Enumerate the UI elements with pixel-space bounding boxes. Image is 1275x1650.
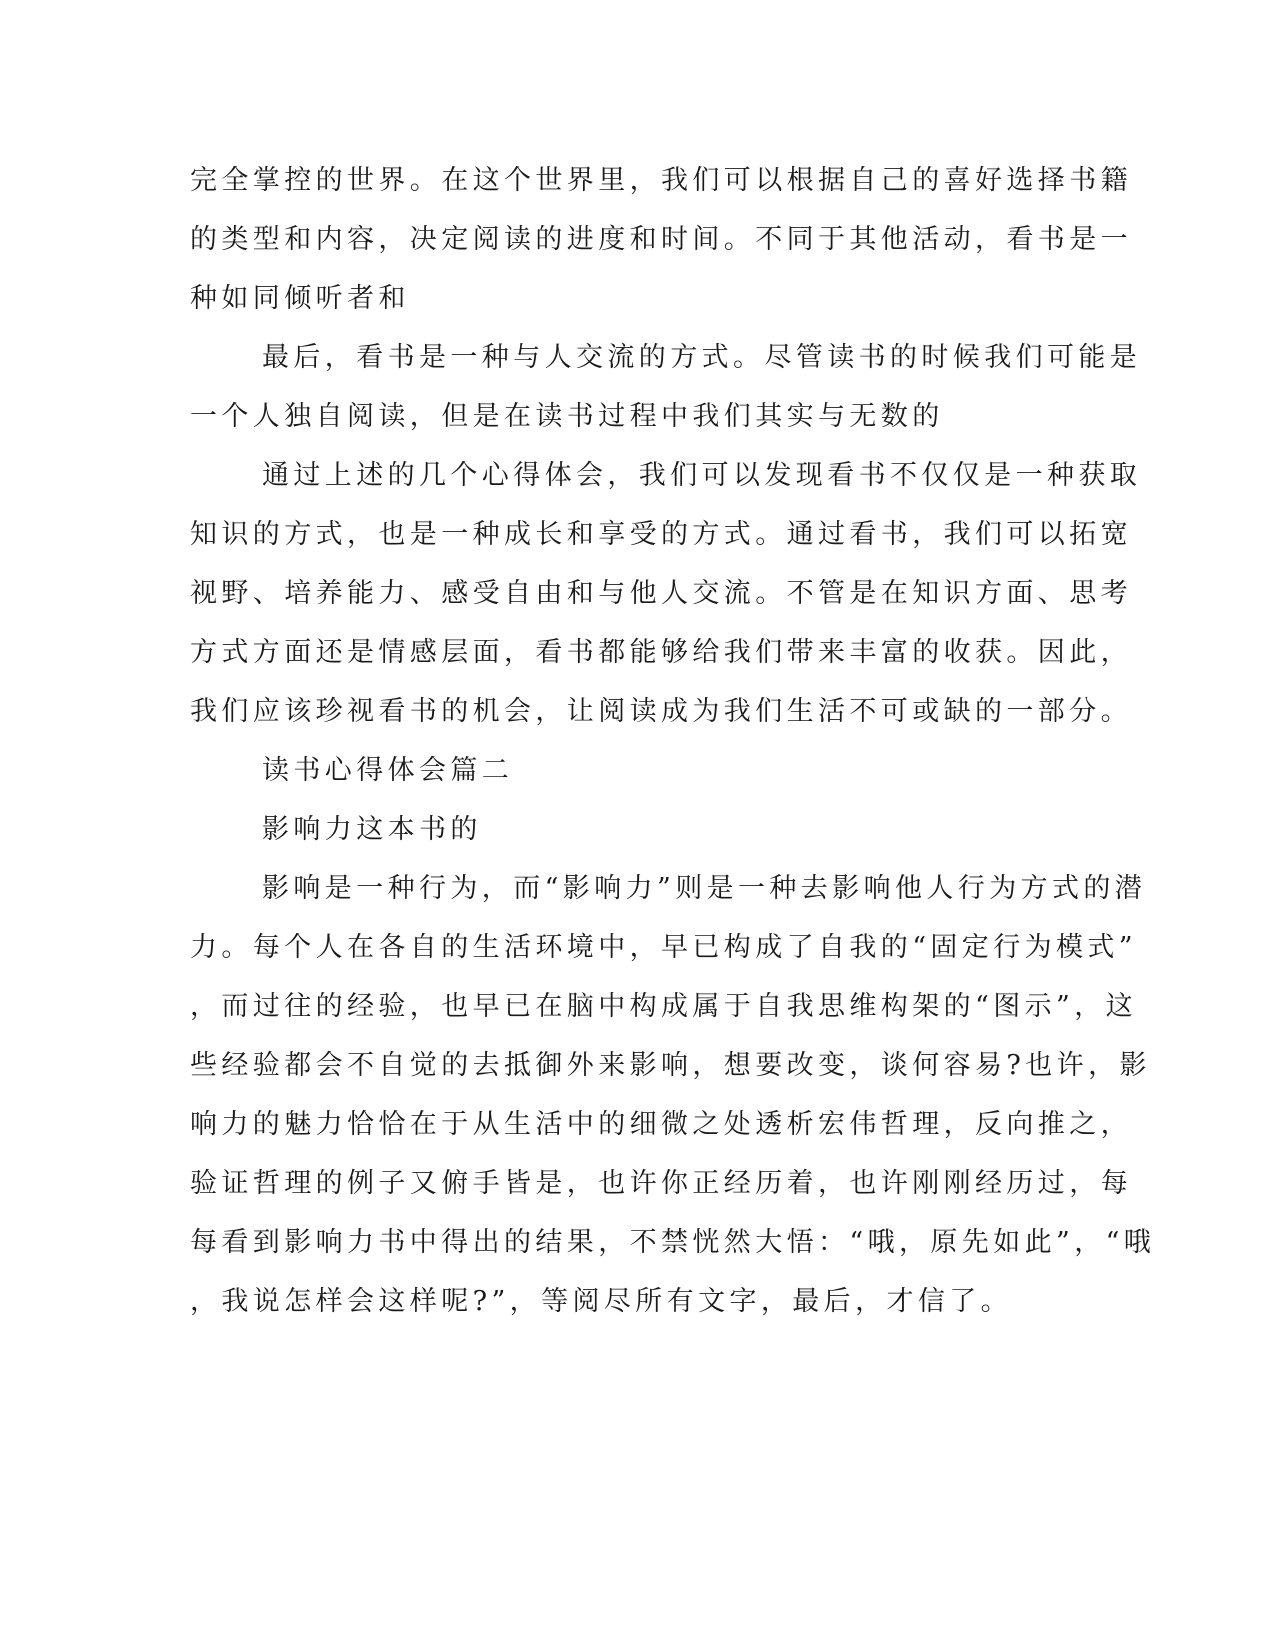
text-line: 种如同倾听者和 [190, 283, 410, 314]
text-line: 些经验都会不自觉的去抵御外来影响，想要改变，谈何容易?也许，影 [190, 1050, 1151, 1081]
text-line: 知识的方式，也是一种成长和享受的方式。通过看书，我们可以拓宽 [190, 519, 1132, 550]
paragraph-first-line: 影响是一种行为，而“影响力”则是一种去影响他人行为方式的潜 [262, 873, 1147, 904]
paragraph-first-line: 通过上述的几个心得体会，我们可以发现看书不仅仅是一种获取 [262, 460, 1142, 491]
text-line: 一个人独自阅读，但是在读书过程中我们其实与无数的 [190, 401, 944, 432]
paragraph-first-line: 最后，看书是一种与人交流的方式。尽管读书的时候我们可能是 [262, 342, 1142, 373]
text-line: 视野、培养能力、感受自由和与他人交流。不管是在知识方面、思考 [190, 578, 1132, 609]
text-line: ，我说怎样会这样呢?”，等阅尽所有文字，最后，才信了。 [190, 1286, 1013, 1317]
section-subheading: 影响力这本书的 [262, 814, 482, 845]
section-heading: 读书心得体会篇二 [262, 755, 514, 786]
text-line: 完全掌控的世界。在这个世界里，我们可以根据自己的喜好选择书籍 [190, 165, 1132, 196]
text-line: 方式方面还是情感层面，看书都能够给我们带来丰富的收获。因此， [190, 637, 1132, 668]
text-line: 力。每个人在各自的生活环境中，早已构成了自我的“固定行为模式” [190, 932, 1138, 963]
text-line: 验证哲理的例子又俯手皆是，也许你正经历着，也许刚刚经历过，每 [190, 1168, 1132, 1199]
text-line: 响力的魅力恰恰在于从生活中的细微之处透析宏伟哲理，反向推之， [190, 1109, 1132, 1140]
text-line: 每看到影响力书中得出的结果，不禁恍然大悟：“哦，原先如此”，“哦 [190, 1227, 1156, 1258]
text-line: ，而过往的经验，也早已在脑中构成属于自我思维构架的“图示”，这 [190, 991, 1138, 1022]
text-line: 我们应该珍视看书的机会，让阅读成为我们生活不可或缺的一部分。 [190, 696, 1132, 727]
text-line: 的类型和内容，决定阅读的进度和时间。不同于其他活动，看书是一 [190, 224, 1132, 255]
